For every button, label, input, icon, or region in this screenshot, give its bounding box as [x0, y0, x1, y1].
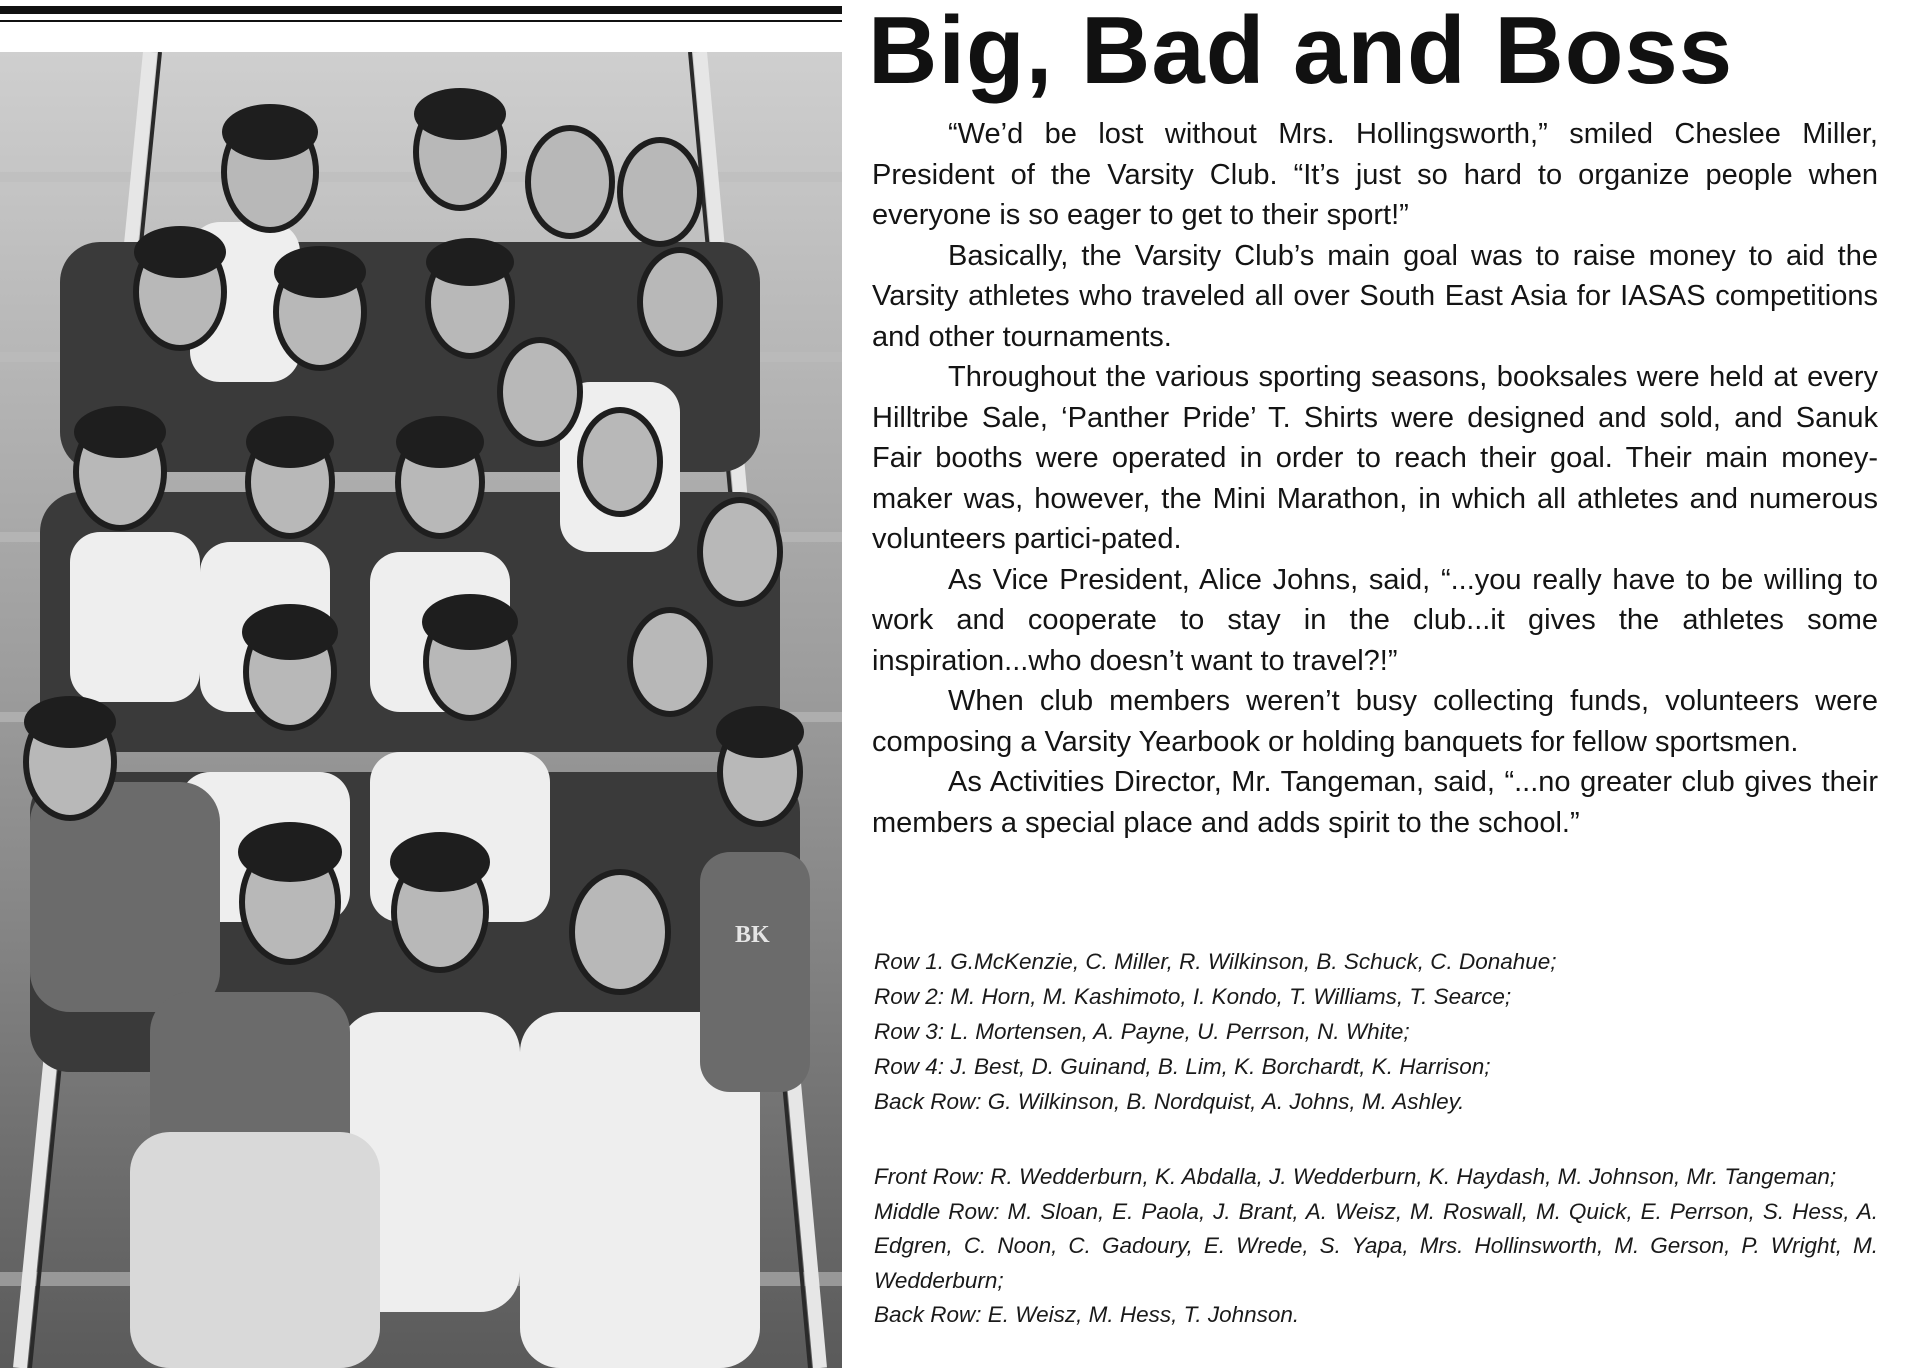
caption-line: Middle Row: M. Sloan, E. Paola, J. Brant, A. Weisz, M. Roswall, M. Quick, E. Perrson, S. Hess, A. Edgren, C. Noon, C. Gadoury, E. Wrede, S. Yapa, Mrs. Hollinsworth, M. Gerson, P. Wright, M. Wedderburn; [874, 1198, 1878, 1293]
group-photo [0, 52, 842, 1368]
article-paragraph: Basically, the Varsity Club’s main goal was to raise money to aid the Varsity athletes who traveled all over South East Asia for IASAS competitions and other tournaments. [872, 239, 1878, 353]
photo-caption-group-2 [874, 1160, 1878, 1333]
photo-caption-group-1 [874, 944, 1878, 1119]
article-body [872, 114, 1878, 843]
caption-line: Row 4: J. Best, D. Guinand, B. Lim, K. Borchardt, K. Harrison; [874, 1054, 1491, 1079]
article-paragraph: When club members weren’t busy collecting funds, volunteers were composing a Varsity Yearbook or holding banquets for fellow sportsmen. [872, 685, 1878, 758]
headline: Big, Bad and Boss [868, 0, 1734, 104]
caption-line: Row 2: M. Horn, M. Kashimoto, I. Kondo, T. Williams, T. Searce; [874, 984, 1512, 1009]
article-paragraph: Throughout the various sporting seasons, booksales were held at every Hilltribe Sale, ‘Panther Pride’ T. Shirts were designed and sold, and Sanuk Fair booths were operated in order to reach their goal. Their main money-maker was, however, the Mini Marathon, in which all athletes and numerous volunteers partici-pated. [872, 361, 1878, 555]
article-paragraph: As Vice President, Alice Johns, said, “...you really have to be willing to work and cooperate to stay in the club...it gives the athletes some inspiration...who doesn’t want to travel?!” [872, 563, 1878, 677]
top-thin-rule [0, 20, 842, 22]
shirt-lettering: BK [735, 922, 770, 948]
caption-line: Back Row: G. Wilkinson, B. Nordquist, A. Johns, M. Ashley. [874, 1089, 1465, 1114]
caption-line: Row 1. G.McKenzie, C. Miller, R. Wilkinson, B. Schuck, C. Donahue; [874, 949, 1557, 974]
group-photo-illustration [0, 52, 842, 1368]
article-paragraph: As Activities Director, Mr. Tangeman, said, “...no greater club gives their members a special place and adds spirit to the school.” [872, 766, 1878, 839]
caption-line: Front Row: R. Wedderburn, K. Abdalla, J. Wedderburn, K. Haydash, M. Johnson, Mr. Tangeman; [874, 1164, 1837, 1189]
caption-line: Back Row: E. Weisz, M. Hess, T. Johnson. [874, 1302, 1300, 1327]
caption-line: Row 3: L. Mortensen, A. Payne, U. Perrson, N. White; [874, 1019, 1410, 1044]
article-paragraph: “We’d be lost without Mrs. Hollingsworth,” smiled Cheslee Miller, President of the Varsity Club. “It’s just so hard to organize people when everyone is so eager to get to their sport!” [872, 118, 1878, 231]
top-thick-rule [0, 6, 842, 14]
